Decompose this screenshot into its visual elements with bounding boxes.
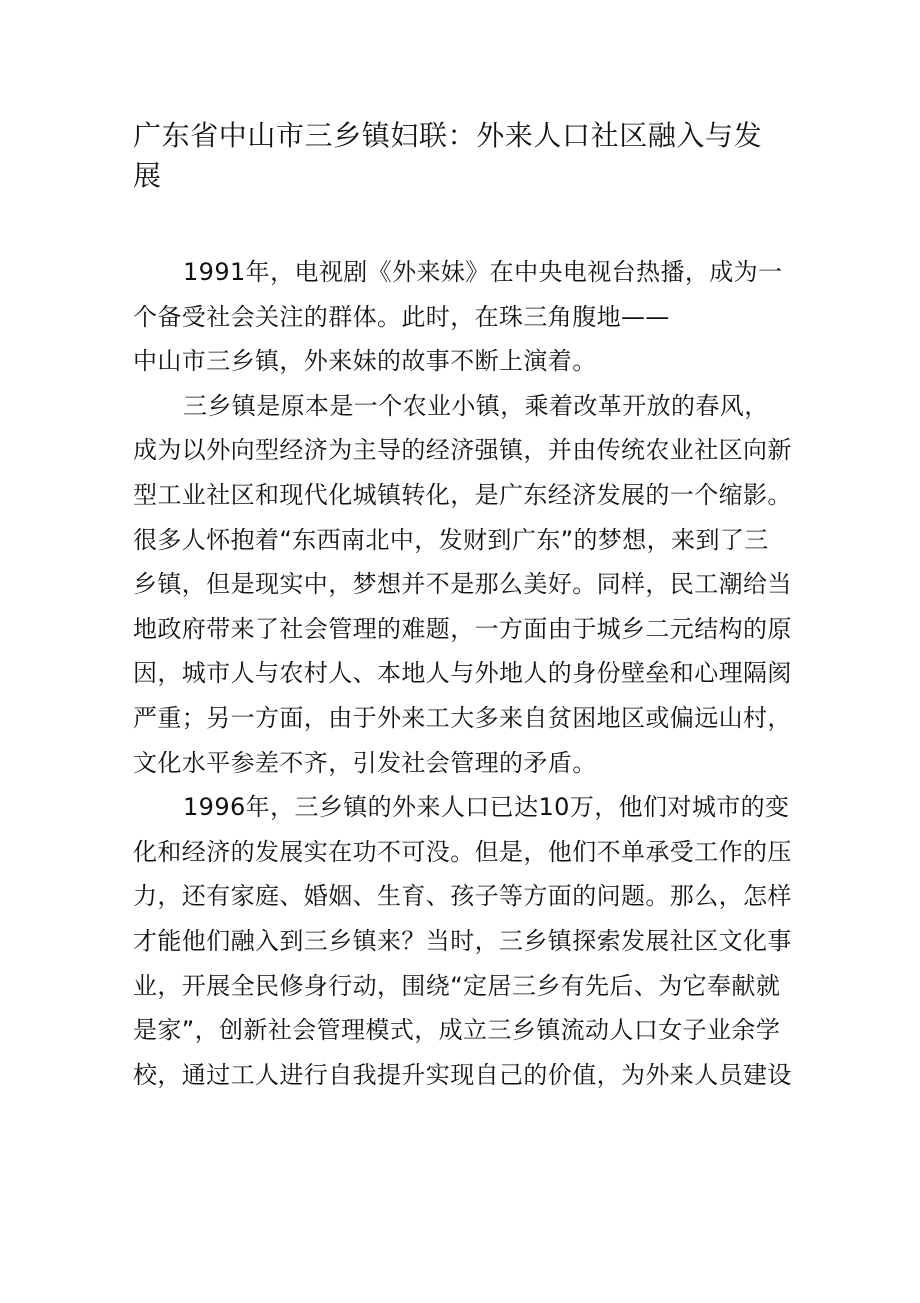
text-line: 很多人怀抱着“东西南北中，发财到广东”的梦想，来到了三 (133, 525, 769, 554)
text-line: 1996年，三乡镇的外来人口已达10万，他们对城市的变 (183, 793, 790, 822)
document-body (133, 250, 793, 1097)
text-line: 1991年，电视剧《外来妹》在中央电视台热播，成为一 (183, 258, 783, 286)
text-line: 三乡镇是原本是一个农业小镇，乘着改革开放的春风， (183, 391, 769, 420)
text-line: 力，还有家庭、婚姻、生育、孩子等方面的问题。那么，怎样 (133, 882, 792, 911)
text-line: 成为以外向型经济为主导的经济强镇，并由传统农业社区向新 (133, 436, 792, 465)
paragraph (133, 384, 793, 785)
title-line: 展 (133, 159, 162, 192)
title-line: 广东省中山市三乡镇妇联：外来人口社区融入与发 (133, 119, 763, 152)
text-line: 中山市三乡镇，外来妹的故事不断上演着。 (133, 347, 597, 376)
paragraph (133, 785, 793, 1097)
text-line: 严重；另一方面，由于外来工大多来自贫困地区或偏远山村， (133, 703, 792, 732)
text-line: 个备受社会关注的群体。此时，在珠三角腹地—— (133, 302, 670, 331)
page-title (133, 116, 783, 196)
text-line: 化和经济的发展实在功不可没。但是，他们不单承受工作的压 (133, 837, 792, 866)
text-line: 是家”，创新社会管理模式，成立三乡镇流动人口女子业余学 (133, 1016, 781, 1045)
text-line: 才能他们融入到三乡镇来？当时，三乡镇探索发展社区文化事 (133, 926, 792, 955)
text-line: 业，开展全民修身行动，围绕“定居三乡有先后、为它奉献就 (133, 971, 781, 1000)
text-line: 型工业社区和现代化城镇转化，是广东经济发展的一个缩影。 (133, 480, 792, 509)
text-line: 因，城市人与农村人、本地人与外地人的身份壁垒和心理隔阂 (133, 659, 792, 688)
text-line: 地政府带来了社会管理的难题，一方面由于城乡二元结构的原 (133, 614, 792, 643)
text-line: 乡镇，但是现实中，梦想并不是那么美好。同样，民工潮给当 (133, 570, 792, 599)
text-line: 校，通过工人进行自我提升实现自己的价值，为外来人员建设 (133, 1060, 792, 1089)
paragraph (133, 250, 793, 384)
text-line: 文化水平参差不齐，引发社会管理的矛盾。 (133, 748, 597, 777)
